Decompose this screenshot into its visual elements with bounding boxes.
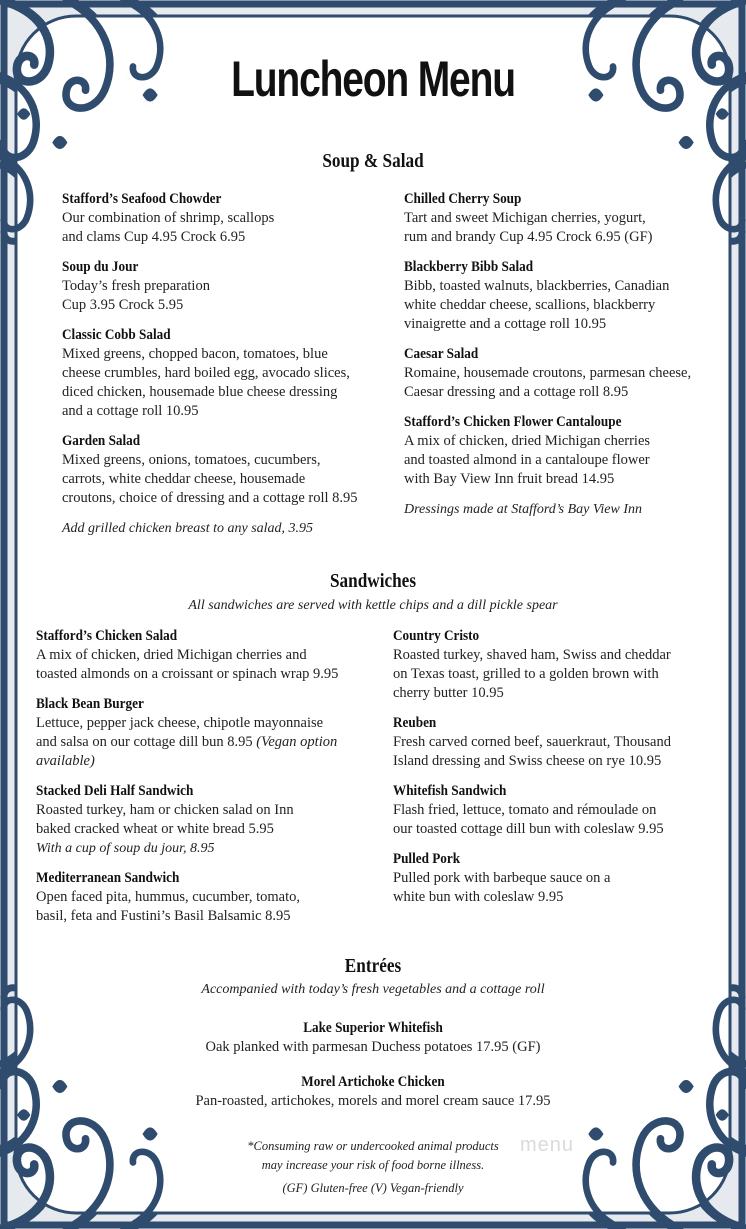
vegan-option-note: (Vegan option available) xyxy=(36,734,338,769)
item-desc: baked cracked wheat or white bread 5.95 xyxy=(36,821,274,837)
item-desc: white cheddar cheese, scallions, blackberry xyxy=(404,297,656,313)
item-desc: Our combination of shrimp, scallops xyxy=(62,210,275,226)
menu-item xyxy=(62,258,392,315)
item-desc: Open faced pita, hummus, cucumber, tomato, xyxy=(36,889,300,905)
item-desc: Island dressing and Swiss cheese on rye 10.95 xyxy=(393,753,662,769)
item-desc: carrots, white cheddar cheese, housemade xyxy=(62,471,306,487)
item-desc: Pan-roasted, artichokes, morels and morel cream sauce 17.95 xyxy=(195,1093,551,1109)
item-name: Classic Cobb Salad xyxy=(62,327,171,343)
menu-item xyxy=(404,413,714,489)
menu-item xyxy=(0,1019,746,1057)
item-desc: rum and brandy Cup 4.95 Crock 6.95 (GF) xyxy=(404,229,653,245)
item-desc: Caesar dressing and a cottage roll 8.95 xyxy=(404,384,629,400)
menu-item xyxy=(404,190,714,247)
soup-salad-right-column xyxy=(404,190,714,519)
item-desc: vinaigrette and a cottage roll 10.95 xyxy=(404,316,607,332)
item-desc: Lettuce, pepper jack cheese, chipotle mayonnaise xyxy=(36,715,324,731)
item-desc: and clams Cup 4.95 Crock 6.95 xyxy=(62,229,246,245)
menu-item xyxy=(62,326,392,421)
item-desc: diced chicken, housemade blue cheese dressing xyxy=(62,384,338,400)
item-desc: Fresh carved corned beef, sauerkraut, Thousand xyxy=(393,734,671,750)
menu-item xyxy=(404,345,714,402)
item-desc-tail: and salsa on our cottage dill bun 8.95 xyxy=(36,734,257,750)
item-desc: toasted almonds on a croissant or spinach wrap 9.95 xyxy=(36,666,339,682)
entrees-note: Accompanied with today’s fresh vegetables and a cottage roll xyxy=(201,982,545,997)
menu-item xyxy=(393,714,713,771)
item-desc: Roasted turkey, shaved ham, Swiss and cheddar xyxy=(393,647,671,663)
menu-item xyxy=(36,782,381,858)
item-name: Lake Superior Whitefish xyxy=(303,1020,443,1036)
item-desc: A mix of chicken, dried Michigan cherries and xyxy=(36,647,307,663)
item-name: Black Bean Burger xyxy=(36,696,144,712)
item-name: Country Cristo xyxy=(393,628,480,644)
menu-item xyxy=(0,1073,746,1111)
sandwiches-note: All sandwiches are served with kettle chips and a dill pickle spear xyxy=(188,598,558,613)
menu-item xyxy=(393,850,713,907)
menu-item xyxy=(404,258,714,334)
menu-item xyxy=(36,695,381,771)
item-desc: with Bay View Inn fruit bread 14.95 xyxy=(404,471,615,487)
sandwiches-left-column xyxy=(36,627,381,937)
section-heading-soup-salad: Soup & Salad xyxy=(322,150,424,172)
item-desc: and toasted almond in a cantaloupe flower xyxy=(404,452,650,468)
disclaimer-line: may increase your risk of food borne illness. xyxy=(261,1158,485,1172)
food-safety-disclaimer xyxy=(200,1137,546,1175)
menu-item xyxy=(393,782,713,839)
soup-salad-left-column xyxy=(62,190,392,538)
item-desc: our toasted cottage dill bun with coleslaw 9.95 xyxy=(393,821,664,837)
menu-item xyxy=(62,432,392,508)
item-desc: white bun with coleslaw 9.95 xyxy=(393,889,564,905)
item-name: Stafford’s Chicken Flower Cantaloupe xyxy=(404,414,622,430)
item-desc: and a cottage roll 10.95 xyxy=(62,403,199,419)
item-desc: Bibb, toasted walnuts, blackberries, Canadian xyxy=(404,278,670,294)
item-name: Chilled Cherry Soup xyxy=(404,191,522,207)
item-desc: Roasted turkey, ham or chicken salad on Inn xyxy=(36,802,294,818)
item-desc: Flash fried, lettuce, tomato and rémoulade on xyxy=(393,802,657,818)
item-desc: Today’s fresh preparation xyxy=(62,278,210,294)
item-desc: Tart and sweet Michigan cherries, yogurt, xyxy=(404,210,646,226)
dietary-legend: (GF) Gluten-free (V) Vegan-friendly xyxy=(282,1181,464,1195)
salad-addon-note: Add grilled chicken breast to any salad, 3.95 xyxy=(62,521,314,536)
item-name: Morel Artichoke Chicken xyxy=(301,1074,445,1090)
menu-item xyxy=(36,869,381,926)
item-name: Pulled Pork xyxy=(393,851,461,867)
section-heading-sandwiches: Sandwiches xyxy=(329,570,417,592)
item-desc: Cup 3.95 Crock 5.95 xyxy=(62,297,184,313)
menu-item xyxy=(393,627,713,703)
item-name: Garden Salad xyxy=(62,433,141,449)
section-heading-entrees: Entrées xyxy=(344,955,402,977)
item-desc: Mixed greens, onions, tomatoes, cucumbers, xyxy=(62,452,321,468)
menu-item xyxy=(62,190,392,247)
item-desc: Pulled pork with barbeque sauce on a xyxy=(393,870,611,886)
item-desc: cheese crumbles, hard boiled egg, avocado slices, xyxy=(62,365,350,381)
item-desc: Mixed greens, chopped bacon, tomatoes, blue xyxy=(62,346,328,362)
item-name: Stafford’s Seafood Chowder xyxy=(62,191,222,207)
item-desc: A mix of chicken, dried Michigan cherries xyxy=(404,433,651,449)
menu-title: Luncheon Menu xyxy=(231,51,515,107)
item-desc: Oak planked with parmesan Duchess potatoes 17.95 (GF) xyxy=(205,1039,541,1055)
item-desc: cherry butter 10.95 xyxy=(393,685,504,701)
dressing-note: Dressings made at Stafford’s Bay View Inn xyxy=(404,502,642,517)
item-desc: basil, feta and Fustini’s Basil Balsamic 8.95 xyxy=(36,908,291,924)
watermark: menu xyxy=(520,1134,575,1156)
item-name: Reuben xyxy=(393,715,437,731)
item-name: Caesar Salad xyxy=(404,346,479,362)
item-desc: Romaine, housemade croutons, parmesan cheese, xyxy=(404,365,692,381)
item-desc: on Texas toast, grilled to a golden brown with xyxy=(393,666,659,682)
item-name: Soup du Jour xyxy=(62,259,139,275)
item-desc: croutons, choice of dressing and a cottage roll 8.95 xyxy=(62,490,358,506)
sandwiches-right-column xyxy=(393,627,713,918)
item-note: With a cup of soup du jour, 8.95 xyxy=(36,841,215,856)
item-name: Stafford’s Chicken Salad xyxy=(36,628,178,644)
item-name: Blackberry Bibb Salad xyxy=(404,259,534,275)
item-name: Stacked Deli Half Sandwich xyxy=(36,783,194,799)
item-name: Whitefish Sandwich xyxy=(393,783,507,799)
disclaimer-line: *Consuming raw or undercooked animal products xyxy=(247,1139,499,1153)
item-name: Mediterranean Sandwich xyxy=(36,870,180,886)
menu-item xyxy=(36,627,381,684)
item-desc xyxy=(36,733,381,771)
